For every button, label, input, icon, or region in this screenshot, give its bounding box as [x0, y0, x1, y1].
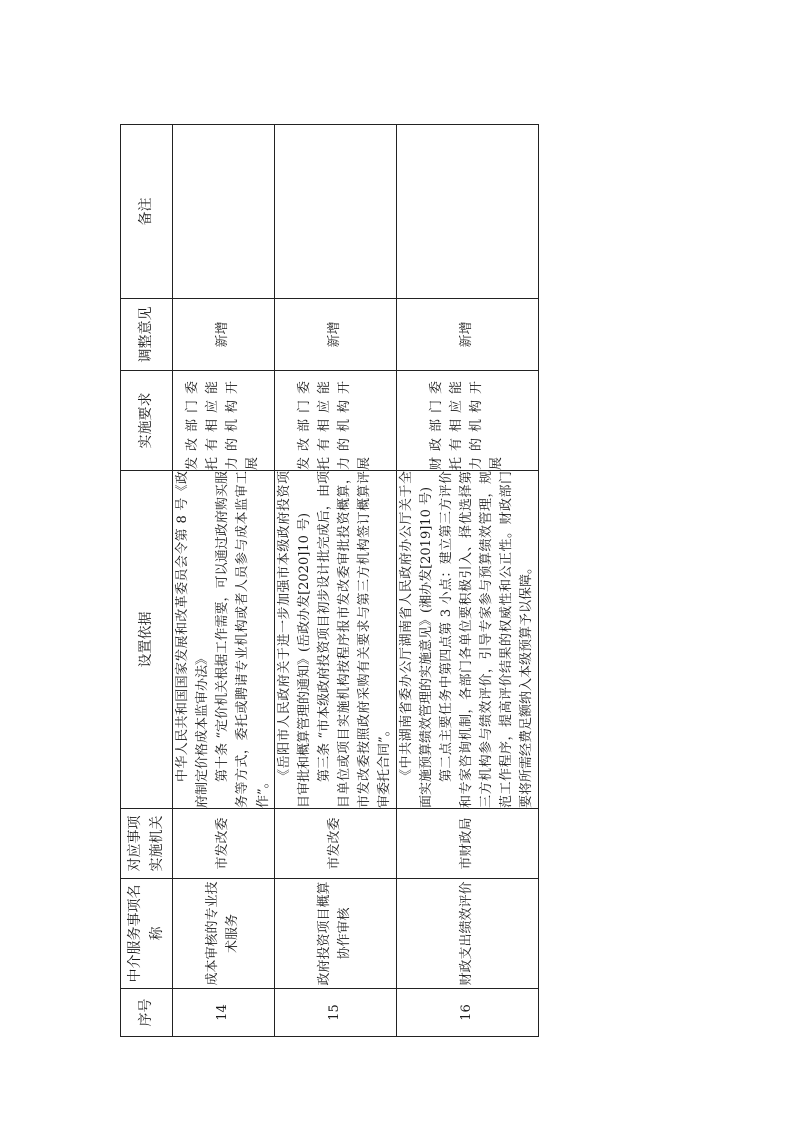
row-remarks	[396, 125, 538, 299]
row-opinion: 新增	[173, 299, 275, 371]
header-agency: 对应事项实施机关	[121, 809, 173, 879]
table-header-row	[121, 125, 173, 1037]
row-agency: 市发改委	[274, 809, 396, 879]
table-row	[274, 125, 396, 1037]
row-opinion: 新增	[396, 299, 538, 371]
table-row	[173, 125, 275, 1037]
basis-paragraph: 《岳阳市人民政府关于进一步加强市本级政府投资项目审批和概算管理的通知》(岳政办发[2020]10 号)	[276, 471, 312, 808]
row-no: 16	[396, 989, 538, 1037]
basis-paragraph: 第二点主要任务中第四点第 3 小点：建立第三方评价和专家咨询机制，各部门各单位要积极引入、择优选择第三方机构参与绩效评价，引导专家参与预算绩效管理，规范工作程序，提高评价结果的权威性和公正性。财政部门要将所需经费足额纳入本级预算予以保障。	[438, 471, 535, 808]
basis-paragraph: 第三条 “市本级政府投资项目初步设计批完成后，由项目单位或项目实施机构按程序报市发改委审批投资概算，市发改委按照政府采购有关要求与第三方机构签订概算评审委托合同”。	[316, 471, 393, 808]
service-table	[120, 124, 539, 1037]
row-no: 14	[173, 989, 275, 1037]
rotated-page	[120, 125, 535, 1037]
row-requirement: 发改部门委托有相应能力的机构开展	[274, 371, 396, 471]
row-requirement: 财政部门委托有相应能力的机构开展	[396, 371, 538, 471]
row-service-name: 成本审核的专业技术服务	[173, 879, 275, 989]
row-basis	[396, 471, 538, 809]
row-opinion: 新增	[274, 299, 396, 371]
row-remarks	[274, 125, 396, 299]
basis-paragraph: 《中共湖南省委办公厅湖南省人民政府办公厅关于全面实施预算绩效管理的实施意见》(湘办发[2019]10 号)	[398, 471, 434, 808]
row-agency: 市财政局	[396, 809, 538, 879]
row-remarks	[173, 125, 275, 299]
row-basis	[173, 471, 275, 809]
table-row	[396, 125, 538, 1037]
row-requirement: 发改部门委托有相应能力的机构开展	[173, 371, 275, 471]
header-remarks: 备注	[121, 125, 173, 299]
row-service-name: 政府投资项目概算协作审核	[274, 879, 396, 989]
header-opinion: 调整意见	[121, 299, 173, 371]
row-basis	[274, 471, 396, 809]
header-requirement: 实施要求	[121, 371, 173, 471]
basis-paragraph: 中华人民共和国国家发展和改革委员会令第 8 号《政府制定价格成本监审办法》	[175, 471, 211, 808]
row-no: 15	[274, 989, 396, 1037]
row-service-name: 财政支出绩效评价	[396, 879, 538, 989]
header-service-name: 中介服务事项名称	[121, 879, 173, 989]
basis-paragraph: 第十条 “定价机关根据工作需要，可以通过政府购买服务等方式，委托或聘请专业机构或者人员参与成本监审工作”。	[215, 471, 271, 808]
header-basis: 设置依据	[121, 471, 173, 809]
row-agency: 市发改委	[173, 809, 275, 879]
header-no: 序号	[121, 989, 173, 1037]
